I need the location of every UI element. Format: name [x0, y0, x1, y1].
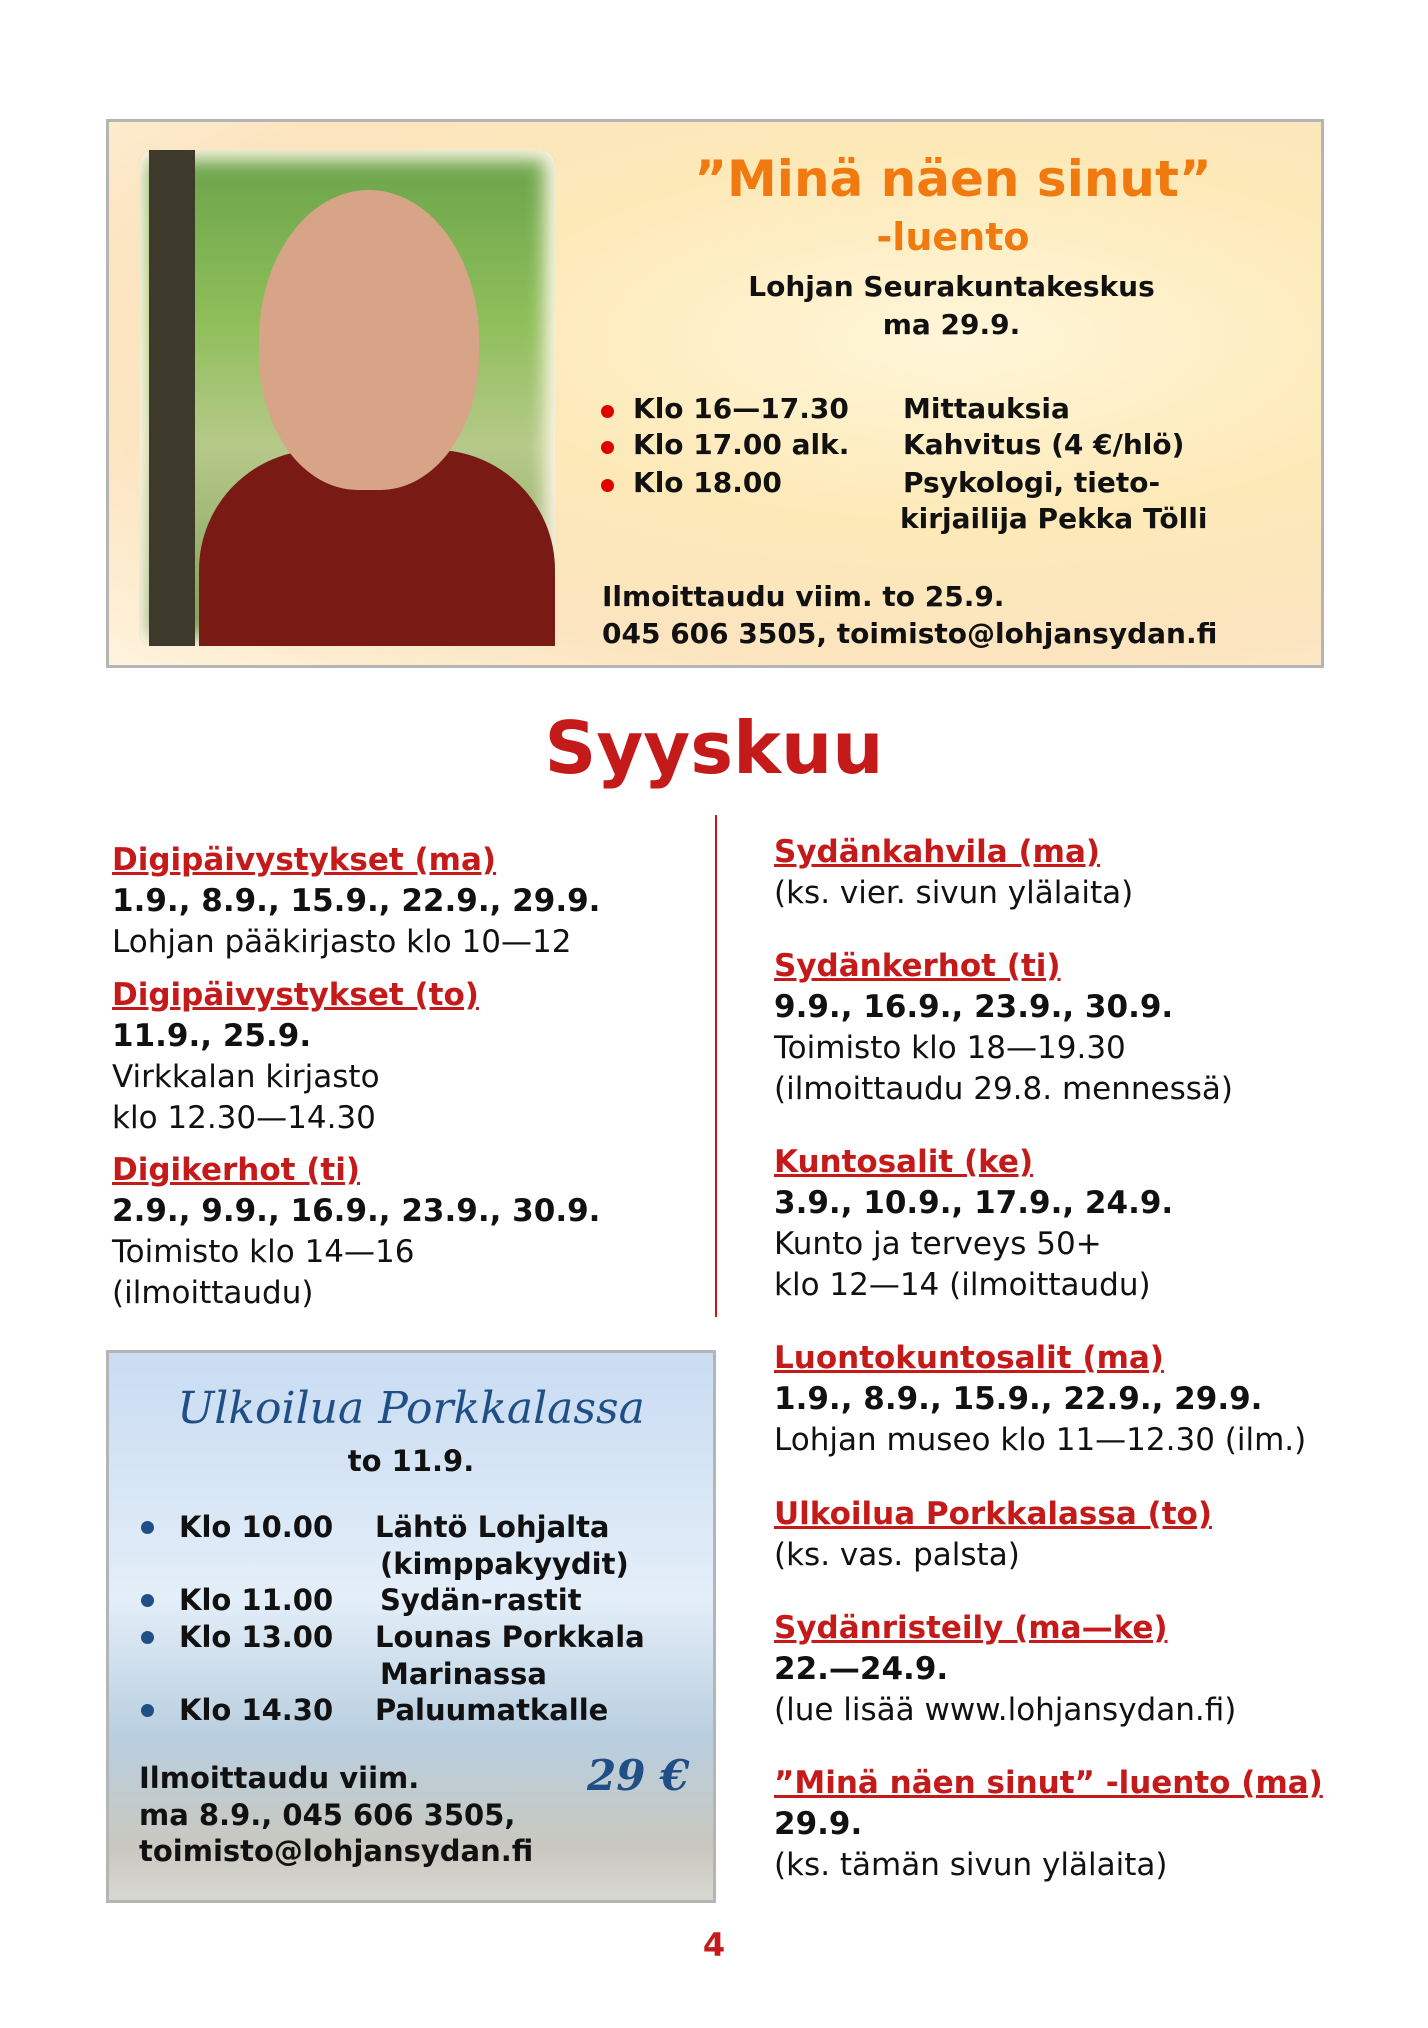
- schedule-desc: Mittauksia: [903, 392, 1070, 425]
- schedule-time: Klo 13.00: [179, 1620, 334, 1654]
- event-luontokuntosalit: [774, 1338, 1306, 1461]
- event-digipaivystykset-ma: [112, 840, 600, 963]
- event-digikerhot: [112, 1150, 600, 1314]
- outdoor-title: Ulkoilua Porkkalassa: [177, 1383, 645, 1434]
- event-dates: 29.9.: [774, 1806, 863, 1842]
- event-sydanristeily: [774, 1608, 1236, 1731]
- schedule-time: Klo 18.00: [633, 466, 782, 499]
- bullet-icon: [141, 1594, 154, 1607]
- event-kuntosalit: [774, 1142, 1173, 1306]
- outdoor-signup: ma 8.9., 045 606 3505,: [139, 1798, 516, 1832]
- event-detail: Toimisto klo 14—16: [112, 1234, 415, 1270]
- event-detail: (lue lisää www.lohjansydan.fi): [774, 1692, 1237, 1728]
- event-dates: 2.9., 9.9., 16.9., 23.9., 30.9.: [112, 1193, 601, 1229]
- outdoor-date: to 11.9.: [347, 1444, 475, 1478]
- lecture-box: [106, 119, 1324, 668]
- event-dates: 11.9., 25.9.: [112, 1018, 312, 1054]
- bullet-icon: [601, 441, 614, 454]
- lecture-contact: 045 606 3505, toimisto@lohjansydan.fi: [602, 617, 1218, 650]
- schedule-desc: Lounas Porkkala: [375, 1620, 645, 1654]
- event-title[interactable]: Sydänristeily (ma—ke): [774, 1610, 1168, 1646]
- event-detail: Toimisto klo 18—19.30: [774, 1030, 1126, 1066]
- outdoor-contact: toimisto@lohjansydan.fi: [139, 1834, 534, 1868]
- event-title[interactable]: Ulkoilua Porkkalassa (to): [774, 1496, 1212, 1532]
- schedule-desc: Sydän-rastit: [380, 1583, 582, 1617]
- bullet-icon: [601, 405, 614, 418]
- schedule-time: Klo 16—17.30: [633, 392, 849, 425]
- outdoor-price: 29 €: [587, 1751, 690, 1800]
- schedule-desc: Marinassa: [380, 1657, 547, 1691]
- event-detail: Lohjan pääkirjasto klo 10—12: [112, 924, 572, 960]
- event-detail: (ilmoittaudu 29.8. mennessä): [774, 1071, 1233, 1107]
- schedule-desc: kirjailija Pekka Tölli: [900, 502, 1208, 535]
- event-title[interactable]: Luontokuntosalit (ma): [774, 1340, 1164, 1376]
- schedule-desc: Psykologi, tieto-: [903, 466, 1161, 499]
- lecture-title: ”Minä näen sinut”: [694, 150, 1212, 208]
- event-detail: (ks. vas. palsta): [774, 1537, 1020, 1573]
- event-dates: 9.9., 16.9., 23.9., 30.9.: [774, 989, 1174, 1025]
- column-divider: [715, 815, 717, 1317]
- event-detail: (ilmoittaudu): [112, 1275, 314, 1311]
- month-title: Syyskuu: [544, 706, 884, 790]
- schedule-time: Klo 11.00: [179, 1583, 334, 1617]
- schedule-time: Klo 10.00: [179, 1510, 334, 1544]
- outdoor-signup: Ilmoittaudu viim.: [139, 1761, 420, 1795]
- schedule-desc: (kimppakyydit): [380, 1547, 629, 1581]
- bullet-icon: [141, 1521, 154, 1534]
- schedule-time: Klo 17.00 alk.: [633, 428, 850, 461]
- event-title[interactable]: Sydänkerhot (ti): [774, 948, 1061, 984]
- schedule-desc: Paluumatkalle: [375, 1693, 609, 1727]
- schedule-time: Klo 14.30: [179, 1693, 334, 1727]
- bullet-icon: [141, 1631, 154, 1644]
- event-digipaivystykset-to: [112, 975, 479, 1139]
- event-dates: 1.9., 8.9., 15.9., 22.9., 29.9.: [112, 883, 601, 919]
- event-detail: (ks. vier. sivun ylälaita): [774, 875, 1134, 911]
- event-dates: 3.9., 10.9., 17.9., 24.9.: [774, 1185, 1174, 1221]
- event-dates: 1.9., 8.9., 15.9., 22.9., 29.9.: [774, 1381, 1263, 1417]
- schedule-desc: Lähtö Lohjalta: [375, 1510, 610, 1544]
- event-detail: Lohjan museo klo 11—12.30 (ilm.): [774, 1422, 1307, 1458]
- page-number: 4: [702, 1926, 726, 1964]
- event-detail: klo 12—14 (ilmoittaudu): [774, 1267, 1151, 1303]
- lecture-venue: Lohjan Seurakuntakeskus: [748, 270, 1155, 303]
- event-title[interactable]: Digipäivystykset (ma): [112, 842, 497, 878]
- event-title[interactable]: Digipäivystykset (to): [112, 977, 479, 1013]
- lecture-signup: Ilmoittaudu viim. to 25.9.: [602, 580, 1005, 613]
- event-detail: klo 12.30—14.30: [112, 1100, 376, 1136]
- lecture-subtitle: -luento: [876, 215, 1030, 259]
- event-title[interactable]: Sydänkahvila (ma): [774, 834, 1101, 870]
- event-title[interactable]: Digikerhot (ti): [112, 1152, 361, 1188]
- event-sydankahvila: [774, 832, 1133, 914]
- event-detail: (ks. tämän sivun ylälaita): [774, 1847, 1168, 1883]
- schedule-desc: Kahvitus (4 €/hlö): [903, 428, 1185, 461]
- event-title[interactable]: Kuntosalit (ke): [774, 1144, 1034, 1180]
- event-detail: Virkkalan kirjasto: [112, 1059, 380, 1095]
- event-ulkoilua: [774, 1494, 1212, 1576]
- bullet-icon: [601, 479, 614, 492]
- event-luento: [774, 1763, 1323, 1886]
- outdoor-box: [106, 1350, 716, 1903]
- bullet-icon: [141, 1704, 154, 1717]
- event-dates: 22.—24.9.: [774, 1651, 949, 1687]
- event-title[interactable]: ”Minä näen sinut” -luento (ma): [774, 1765, 1323, 1801]
- event-sydankerhot: [774, 946, 1233, 1110]
- lecture-date: ma 29.9.: [882, 308, 1021, 341]
- event-detail: Kunto ja terveys 50+: [774, 1226, 1102, 1262]
